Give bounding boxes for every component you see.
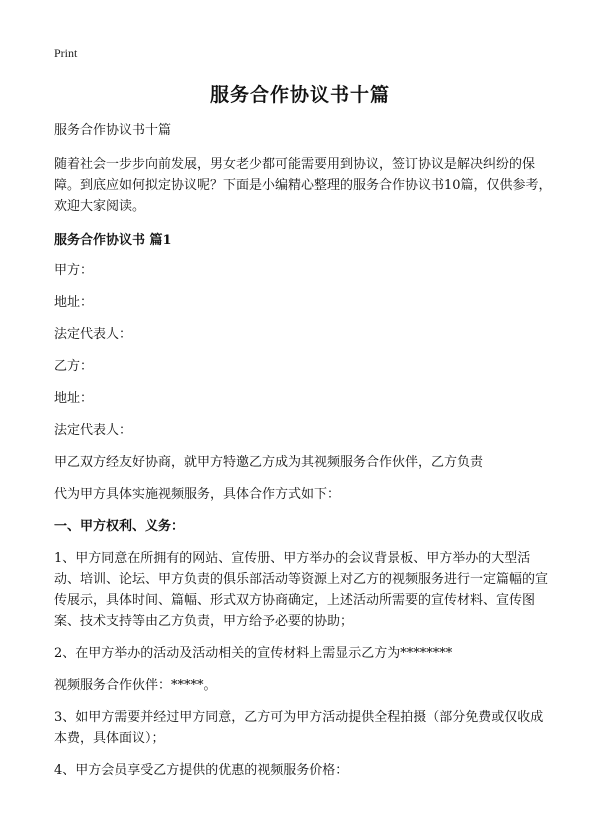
document-title: 服务合作协议书十篇 <box>209 84 390 106</box>
document-subtitle: 服务合作协议书十篇 <box>54 123 172 138</box>
party-a-legal-rep-label: 法定代表人： <box>54 327 133 342</box>
agreement-paragraph: 甲乙双方经友好协商，就甲方特邀乙方成为其视频服务合作伙伴，乙方负责 <box>54 455 484 470</box>
clause-2-cont: 视频服务合作伙伴：*****。 <box>54 678 217 693</box>
document-body <box>54 120 554 781</box>
agreement-paragraph-cont: 代为甲方具体实施视频服务，具体合作方式如下： <box>54 487 341 502</box>
party-b-label: 乙方： <box>54 359 94 374</box>
party-b-legal-rep-label: 法定代表人： <box>54 423 133 438</box>
clause-2: 2、在甲方举办的活动及活动相关的宣传材料上需显示乙方为******** <box>54 646 453 661</box>
rights-heading: 一、甲方权利、义务： <box>54 519 185 534</box>
party-a-label: 甲方： <box>54 263 94 278</box>
party-b-address-label: 地址： <box>54 391 94 406</box>
clause-1: 1、甲方同意在所拥有的网站、宣传册、甲方举办的会议背景板、甲方举办的大型活动、培训、论坛、甲方负责的俱乐部活动等资源上对乙方的视频服务进行一定篇幅的宣传展示，具体时间、篇幅、形式双方协商确定，上述活动所需要的宣传材料、宣传图案、技术支持等由乙方负责，甲方给予必要的协助； <box>54 551 549 629</box>
party-a-address-label: 地址： <box>54 295 94 310</box>
clause-3: 3、如甲方需要并经过甲方同意，乙方可为甲方活动提供全程拍摄（部分免费或仅收成本费，具体面议）； <box>54 710 544 746</box>
clause-4: 4、甲方会员享受乙方提供的优惠的视频服务价格： <box>54 763 349 778</box>
section-heading: 服务合作协议书 篇1 <box>54 233 172 248</box>
print-link[interactable]: Print <box>54 46 78 60</box>
intro-paragraph: 随着社会一步步向前发展，男女老少都可能需要用到协议，签订协议是解决纠纷的保障。到底应如何拟定协议呢？下面是小编精心整理的服务合作协议书10篇，仅供参考，欢迎大家阅读。 <box>54 157 552 214</box>
